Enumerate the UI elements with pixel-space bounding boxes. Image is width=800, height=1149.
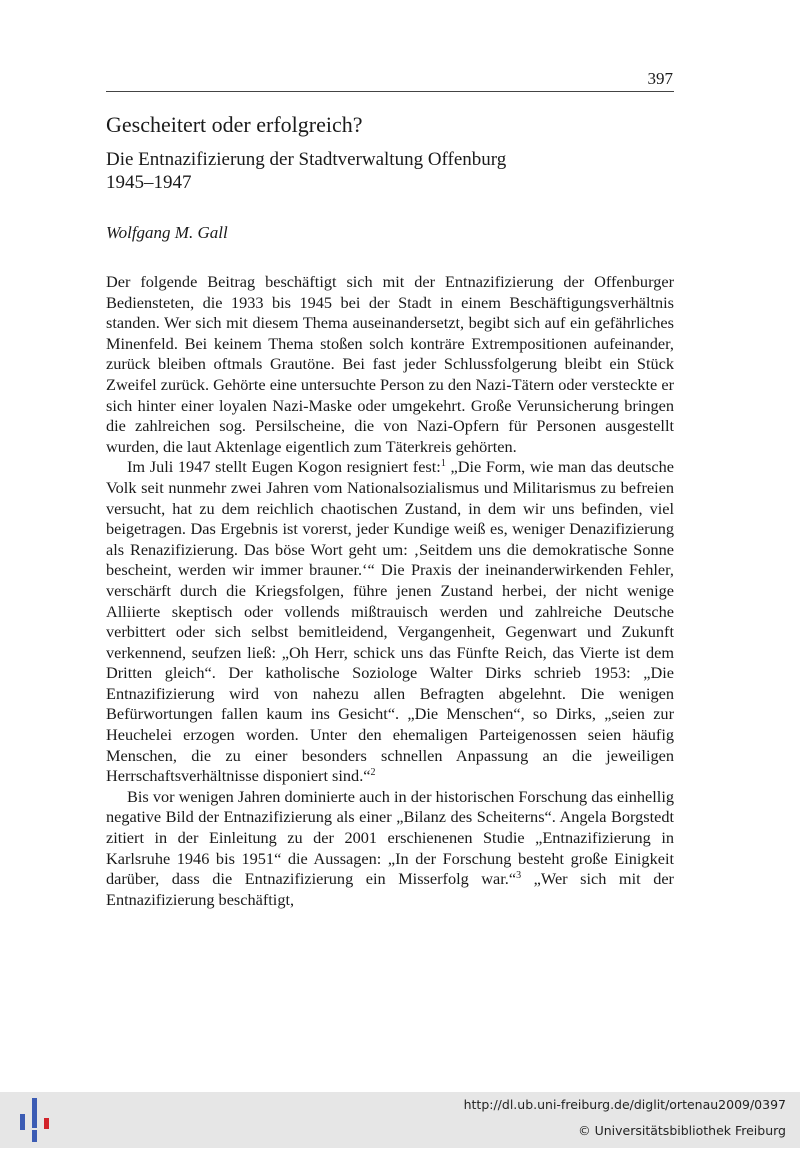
author-name: Wolfgang M. Gall [106, 223, 228, 242]
paragraph-2-text-b: „Die Form, wie man das deutsche Volk seit nunmehr zwei Jahren vom Nationalsozialismus und Militarismus zu befreien versucht, hat zu dem reichlich chaotischen Zustand, in dem wir uns befinden, viel beigetragen. Das Ergebnis ist vorerst, jeder Kundige weiß es, weniger Denazifizierung als Renazifizierung. Das böse Wort geht um: ‚Seitdem uns die demokratische Sonne bescheint, werden wir immer brauner.‘“ Die Praxis der ineinanderwirkenden Fehler, verschärft durch die Kriegsfolgen, führe jenen Zustand herbei, der nicht wenige Alliierte skeptisch oder vollends mißtrauisch werden und zahlreiche Deutsche verbittert oder sich selbst bemitleidend, Vergangenheit, Gegenwart und Zukunft verkennend, seufzen ließ: „Oh Herr, schick uns das Fünfte Reich, das Vierte ist dem Dritten gleich“. Der katholische Soziologe Walter Dirks schrieb 1953: „Die Entnazifizierung wird von nahezu allen Befragten abgelehnt. Die wenigen Befürwortungen fallen kaum ins Gesicht“. „Die Menschen“, so Dirks, „seien zur Heuchelei erzogen worden. Unter den ehemaligen Parteigenossen seien häufig Menschen, die zu einer besonders schnellen Anpassung an die jeweiligen Herrschaftsverhältnisse disponiert sind.“ [106, 457, 674, 786]
logo-bar-middle-bottom [32, 1130, 37, 1142]
logo-bar-left [20, 1114, 25, 1130]
footnote-ref-1: 1 [440, 458, 446, 470]
paragraph-3-text-b: „Wer sich mit der Entnazifizierung beschäftigt, [106, 869, 674, 909]
paragraph-1: Der folgende Beitrag beschäftigt sich mit der Entnazifizierung der Offenburger Bediensteten, die 1933 bis 1945 bei der Stadt in einem Beschäftigungsverhältnis standen. Wer sich mit diesem Thema auseinandersetzt, begibt sich auf ein gefährliches Minenfeld. Bei keinem Thema stoßen solch konträre Extrempositionen aufeinander, zurück bleiben oftmals Grautöne. Bei fast jeder Schlussfolgerung bleibt ein Stück Zweifel zurück. Gehörte eine untersuchte Person zu den Nazi-Tätern oder versteckte er sich hinter einer loyalen Nazi-Maske oder umgekehrt. Große Verunsicherung bringen die zahlreichen sog. Persilscheine, die von Nazi-Opfern für Personen ausgestellt wurden, die laut Aktenlage eigentlich zum Täterkreis gehörten. [106, 272, 674, 456]
header-rule [106, 91, 674, 92]
paragraph-2 [106, 457, 674, 787]
subtitle-line-2: 1945–1947 [106, 172, 192, 193]
article-body [106, 272, 674, 910]
library-logo-icon [18, 1096, 52, 1149]
page-number: 397 [647, 69, 673, 88]
article-title: Gescheitert oder erfolgreich? [106, 112, 363, 137]
paragraph-3-text-a: Bis vor wenigen Jahren dominierte auch in der historischen Forschung das einhellig negative Bild der Entnazifizierung als einer „Bilanz des Scheiterns“. Angela Borgstedt zitiert in der Einleitung zu der 2001 erschienenen Studie „Entnazifizierung in Karlsruhe 1946 bis 1951“ die Aussagen: „In der Forschung besteht große Einigkeit darüber, dass die Entnazifizierung ein Misserfolg war.“ [106, 786, 674, 889]
article-subtitle [106, 148, 506, 194]
paragraph-3 [106, 787, 674, 911]
logo-bar-right [44, 1118, 49, 1129]
footer-copyright: © Universitätsbibliothek Freiburg [578, 1123, 786, 1138]
footer-bar [0, 1092, 800, 1148]
paragraph-2-text-a: Im Juli 1947 stellt Eugen Kogon resigniert fest: [127, 457, 441, 477]
footnote-ref-3: 3 [516, 870, 522, 882]
logo-bar-middle-top [32, 1098, 37, 1128]
footer-url-link[interactable]: http://dl.ub.uni-freiburg.de/diglit/ortenau2009/0397 [463, 1097, 786, 1112]
subtitle-line-1: Die Entnazifizierung der Stadtverwaltung Offenburg [106, 149, 507, 170]
footnote-ref-2: 2 [370, 767, 376, 779]
